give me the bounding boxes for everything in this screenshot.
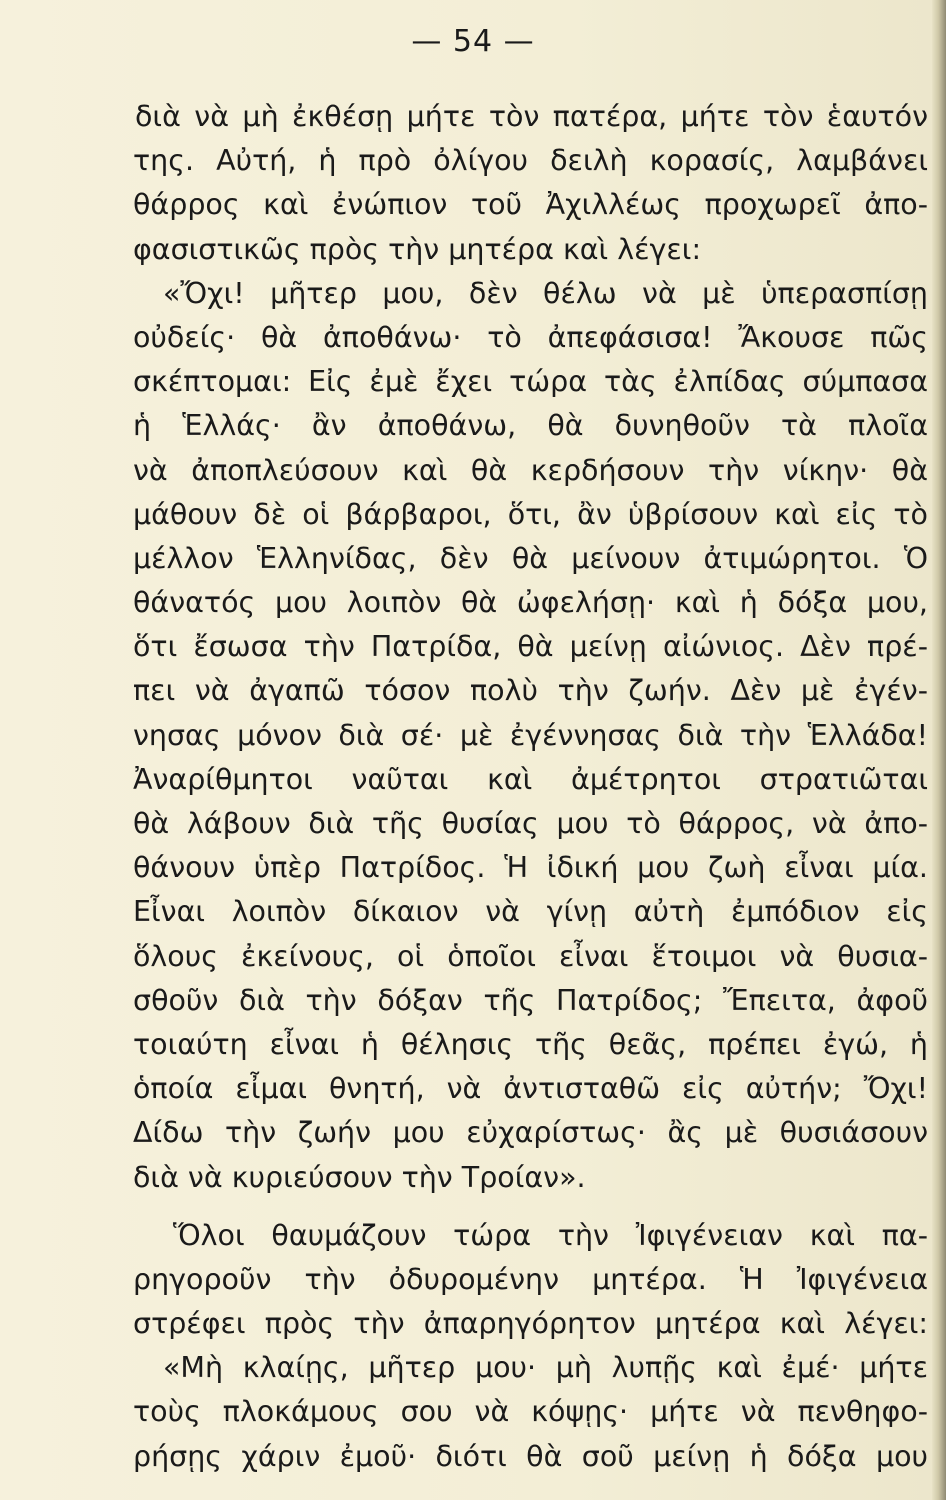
text-line: «Μὴ κλαίῃς, μῆτερ μου· μὴ λυπῇς καὶ ἐμέ· μήτε xyxy=(163,1351,928,1385)
text-line: θάρρος καὶ ἐνώπιον τοῦ Ἀχιλλέως προχωρεῖ ἀπο- xyxy=(133,188,928,222)
text-line: σθοῦν διὰ τὴν δόξαν τῆς Πατρίδος; Ἔπειτα, ἀφοῦ xyxy=(133,983,928,1017)
text-line: ρηγοροῦν τὴν ὀδυρομένην μητέρα. Ἡ Ἰφιγένεια xyxy=(133,1262,928,1296)
text-line: στρέφει πρὸς τὴν ἀπαρηγόρητον μητέρα καὶ λέγει: xyxy=(133,1307,928,1341)
text-line: πει νὰ ἀγαπῶ τόσον πολὺ τὴν ζωήν. Δὲν μὲ ἐγέν- xyxy=(133,674,928,708)
text-line: Εἶναι λοιπὸν δίκαιον νὰ γίνῃ αὐτὴ ἐμπόδιον εἰς xyxy=(133,895,928,929)
text-line: Ὅλοι θαυμάζουν τώρα τὴν Ἰφιγένειαν καὶ πα- xyxy=(173,1218,928,1252)
text-line: «Ὄχι! μῆτερ μου, δὲν θέλω νὰ μὲ ὑπερασπίσῃ xyxy=(163,276,928,310)
text-line: διὰ νὰ μὴ ἐκθέσῃ μήτε τὸν πατέρα, μήτε τὸν ἑαυτόν xyxy=(135,100,928,133)
text-line: διὰ νὰ κυριεύσουν τὴν Τροίαν». xyxy=(133,1160,586,1194)
text-line: θάνατός μου λοιπὸν θὰ ὠφελήσῃ· καὶ ἡ δόξα μου, xyxy=(133,586,928,620)
text-line: τοιαύτη εἶναι ἡ θέλησις τῆς θεᾶς, πρέπει ἐγώ, ἡ xyxy=(133,1027,928,1061)
page-edge-shadow xyxy=(932,0,946,1500)
text-line: οὐδείς· θὰ ἀποθάνω· τὸ ἀπεφάσισα! Ἄκουσε πῶς xyxy=(133,320,928,354)
body-text xyxy=(133,95,928,1479)
text-line: ὅτι ἔσωσα τὴν Πατρίδα, θὰ μείνῃ αἰώνιος. Δὲν πρέ- xyxy=(133,630,928,664)
text-line: νὰ ἀποπλεύσουν καὶ θὰ κερδήσουν τὴν νίκην· θὰ xyxy=(133,453,928,487)
text-line: της. Αὐτή, ἡ πρὸ ὀλίγου δειλὴ κορασίς, λαμβάνει xyxy=(133,144,928,178)
text-line: ἡ Ἑλλάς· ἂν ἀποθάνω, θὰ δυνηθοῦν τὰ πλοῖα xyxy=(133,409,928,443)
text-line: ρήσῃς χάριν ἐμοῦ· διότι θὰ σοῦ μείνῃ ἡ δόξα μου xyxy=(133,1439,928,1473)
text-line: θάνουν ὑπὲρ Πατρίδος. Ἡ ἰδική μου ζωὴ εἶναι μία. xyxy=(133,851,928,885)
text-line: ὁποία εἶμαι θνητή, νὰ ἀντισταθῶ εἰς αὐτήν; Ὄχι! xyxy=(133,1072,928,1106)
text-line: φασιστικῶς πρὸς τὴν μητέρα καὶ λέγει: xyxy=(133,232,702,266)
text-line: θὰ λάβουν διὰ τῆς θυσίας μου τὸ θάρρος, νὰ ἀπο- xyxy=(133,807,928,840)
text-line: νησας μόνον διὰ σέ· μὲ ἐγέννησας διὰ τὴν Ἑλλάδα! xyxy=(133,718,928,752)
text-line: ὅλους ἐκείνους, οἱ ὁποῖοι εἶναι ἕτοιμοι νὰ θυσια- xyxy=(133,939,928,973)
text-line: μάθουν δὲ οἱ βάρβαροι, ὅτι, ἂν ὑβρίσουν καὶ εἰς τὸ xyxy=(133,497,928,531)
text-line: μέλλον Ἑλληνίδας, δὲν θὰ μείνουν ἀτιμώρητοι. Ὁ xyxy=(133,541,928,575)
text-line: τοὺς πλοκάμους σου νὰ κόψῃς· μήτε νὰ πενθηφο- xyxy=(133,1395,928,1429)
text-line: σκέπτομαι: Εἰς ἐμὲ ἔχει τώρα τὰς ἐλπίδας σύμπασα xyxy=(133,365,928,399)
text-line: Δίδω τὴν ζωήν μου εὐχαρίστως· ἂς μὲ θυσιάσουν xyxy=(133,1116,928,1150)
text-line: Ἀναρίθμητοι ναῦται καὶ ἀμέτρητοι στρατιῶται xyxy=(133,762,928,796)
page-number: — 54 — xyxy=(411,24,535,59)
